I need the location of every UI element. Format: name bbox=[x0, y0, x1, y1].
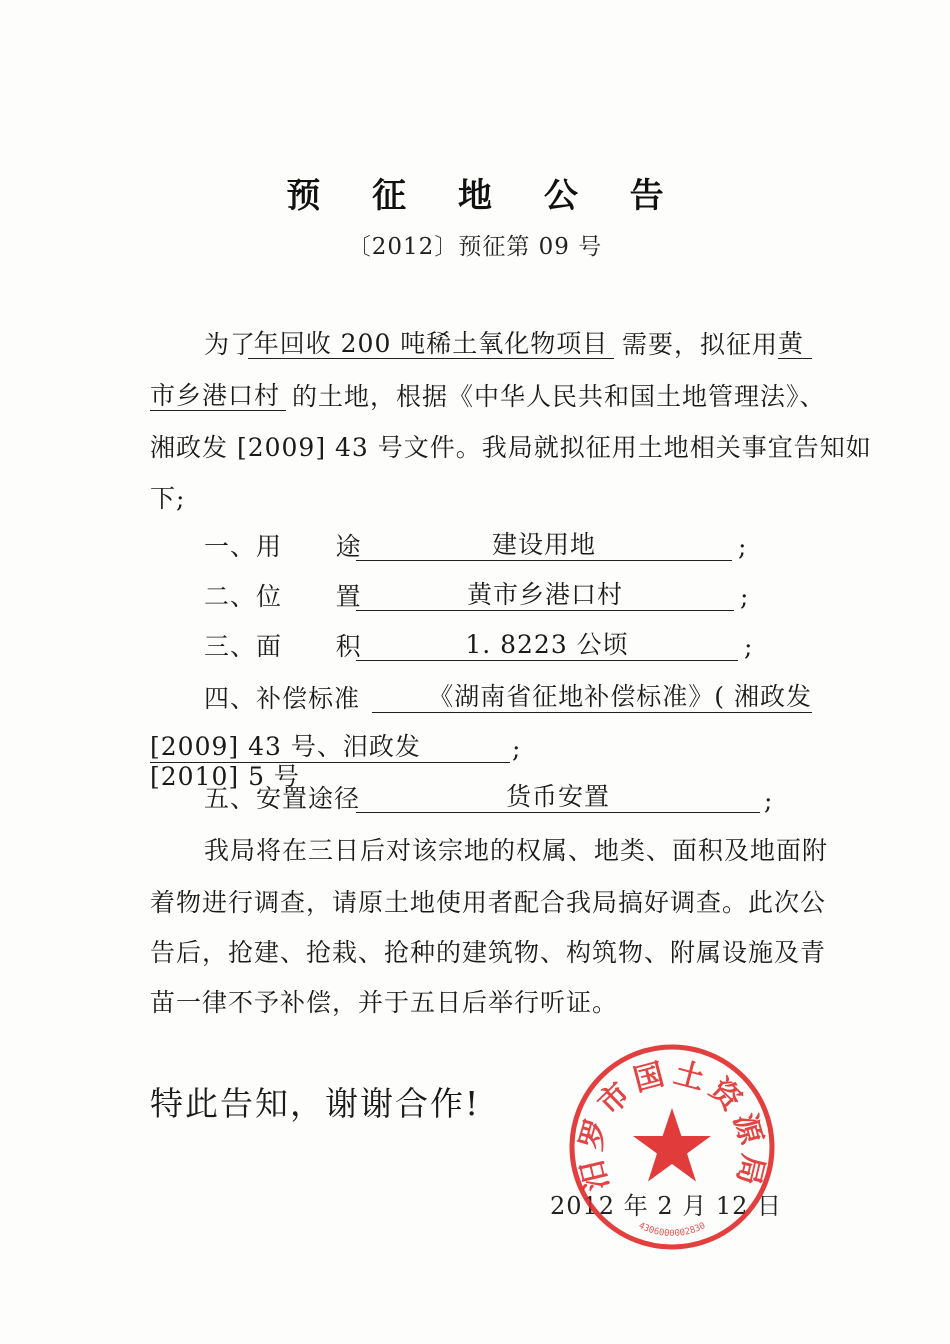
item-compensation-value2: [2009] 43 号、汨政发 [2010] 5 号 bbox=[150, 732, 510, 763]
intro-prefix: 为了 bbox=[204, 330, 257, 359]
item-usage-label: 一、用 途 bbox=[204, 532, 362, 561]
svg-text:4306000002830 bbox=[637, 1221, 708, 1239]
item-compensation-end: ; bbox=[512, 734, 522, 763]
item-usage-end: ; bbox=[738, 532, 748, 561]
document-number: 〔2012〕预征第 09 号 bbox=[347, 234, 603, 260]
official-seal bbox=[565, 1040, 779, 1254]
notice-line-1: 我局将在三日后对该宗地的权属、地类、面积及地面附 bbox=[204, 836, 829, 865]
item-location-value: 黄市乡港口村 bbox=[356, 580, 734, 611]
item-area-value: 1. 8223 公顷 bbox=[356, 630, 738, 661]
item-resettlement-value: 货币安置 bbox=[356, 782, 760, 813]
project-name: 年回收 200 吨稀土氧化物项目 bbox=[248, 330, 614, 359]
intro-mid: 需要，拟征用 bbox=[622, 330, 779, 359]
location-part2: 市乡港口村 bbox=[150, 382, 286, 411]
location-part1: 黄 bbox=[778, 330, 812, 359]
notice-line-4: 苗一律不予补偿，并于五日后举行听证。 bbox=[150, 988, 619, 1017]
item-area-end: ; bbox=[744, 632, 754, 661]
item-compensation-label: 四、补偿标准 bbox=[204, 684, 361, 713]
item-area-label: 三、面 积 bbox=[204, 632, 362, 661]
item-resettlement-label: 五、安置途径 bbox=[204, 784, 361, 813]
seal-serial: 4306000002830 bbox=[636, 1221, 708, 1240]
item-location-end: ; bbox=[740, 582, 750, 611]
item-usage-value: 建设用地 bbox=[356, 530, 732, 561]
item-location-label: 二、位 置 bbox=[204, 582, 362, 611]
notice-line-2: 着物进行调查，请原土地使用者配合我局搞好调查。此次公 bbox=[150, 888, 827, 917]
document-title: 预 征 地 公 告 bbox=[286, 176, 684, 216]
closing-text: 特此告知，谢谢合作! bbox=[150, 1084, 481, 1123]
seal-star-icon bbox=[633, 1108, 711, 1182]
issue-date: 2012 年 2 月 12 日 bbox=[550, 1192, 783, 1220]
item-compensation-value: 《湖南省征地补偿标准》( 湘政发 bbox=[372, 682, 812, 713]
notice-line-3: 告后，抢建、抢栽、抢种的建筑物、构筑物、附属设施及青 bbox=[150, 938, 827, 967]
intro-line4: 下; bbox=[150, 484, 186, 513]
seal-text: 汨罗市国土资源局 bbox=[573, 1055, 771, 1195]
intro-line2: 的土地，根据《中华人民共和国土地管理法》、 bbox=[292, 382, 826, 411]
intro-line3: 湘政发 [2009] 43 号文件。我局就拟征用土地相关事宜告知如 bbox=[150, 433, 872, 462]
item-resettlement-end: ; bbox=[764, 786, 774, 815]
